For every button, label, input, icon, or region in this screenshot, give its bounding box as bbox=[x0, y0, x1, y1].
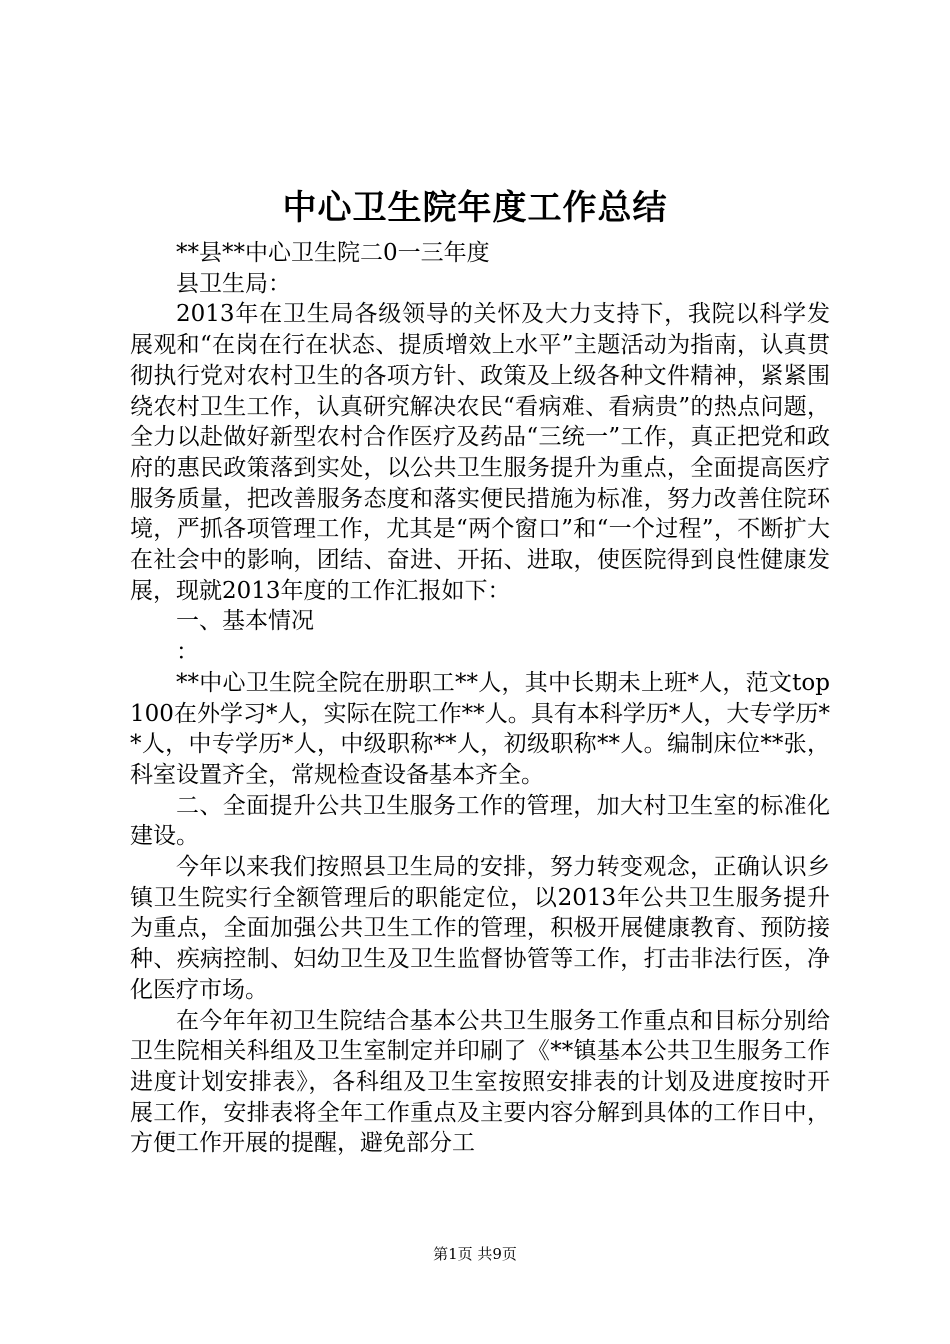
document-title: 中心卫生院年度工作总结 bbox=[282, 188, 668, 228]
paragraph-recipient: 县卫生局： bbox=[176, 270, 291, 297]
section-heading-basic-info: 一、基本情况 bbox=[176, 608, 314, 635]
paragraph-colon: ： bbox=[176, 639, 199, 666]
section-heading-public-health: 二、全面提升公共卫生服务工作的管理，加大村卫生室的标准化建设。 bbox=[130, 792, 830, 850]
paragraph-intro: 2013年在卫生局各级领导的关怀及大力支持下，我院以科学发展观和“在岗在行在状态、提质增效上水平”主题活动为指南，认真贯彻执行党对农村卫生的各项方针、政策及上级各种文件精神，紧紧围绕农村卫生工作，认真研究解决农民“看病难、看病贵”的热点问题，全力以赴做好新型农村合作医疗及药品“三统一”工作，真正把党和政府的惠民政策落到实处，以公共卫生服务提升为重点，全面提高医疗服务质量，把改善服务态度和落实便民措施为标准，努力改善住院环境，严抓各项管理工作，尤其是“两个窗口”和“一个过程”，不断扩大在社会中的影响，团结、奋进、开拓、进取，使医院得到良性健康发展，现就2013年度的工作汇报如下： bbox=[130, 301, 830, 604]
document-body bbox=[130, 238, 830, 1159]
paragraph-header-line: **县**中心卫生院二0一三年度 bbox=[176, 240, 490, 266]
paragraph-public-health-work: 今年以来我们按照县卫生局的安排，努力转变观念，正确认识乡镇卫生院实行全额管理后的职能定位，以2013年公共卫生服务提升为重点，全面加强公共卫生工作的管理，积极开展健康教育、预防接种、疾病控制、妇幼卫生及卫生监督协管等工作，打击非法行医，净化医疗市场。 bbox=[130, 854, 830, 1003]
page-number-footer: 第1页 共9页 bbox=[433, 1245, 517, 1263]
paragraph-staff-info: **中心卫生院全院在册职工**人，其中长期未上班*人，范文top100在外学习*人，实际在院工作**人。具有本科学历*人，大专学历**人，中专学历*人，中级职称**人，初级职称**人。编制床位**张，科室设置齐全，常规检查设备基本齐全。 bbox=[130, 669, 830, 788]
paragraph-schedule-plan: 在今年年初卫生院结合基本公共卫生服务工作重点和目标分别给卫生院相关科组及卫生室制定并印刷了《**镇基本公共卫生服务工作进度计划安排表》，各科组及卫生室按照安排表的计划及进度按时开展工作，安排表将全年工作重点及主要内容分解到具体的工作日中，方便工作开展的提醒，避免部分工 bbox=[130, 1007, 830, 1157]
